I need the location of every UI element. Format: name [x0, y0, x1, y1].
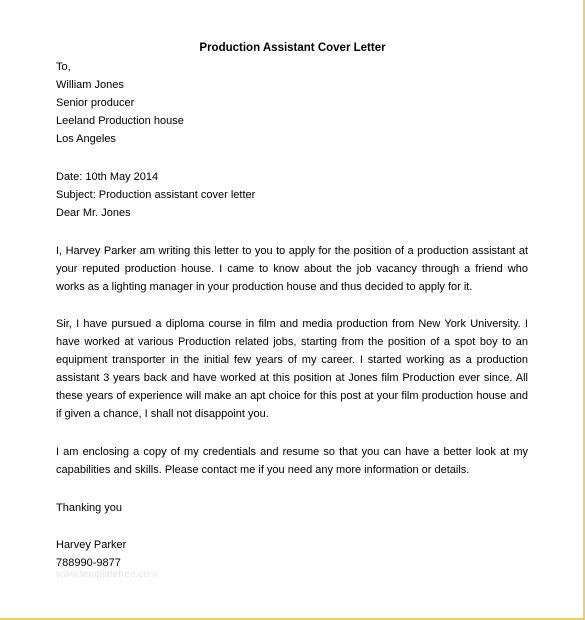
body-paragraph-3: I am enclosing a copy of my credentials and resume so that you can have a better look at my capabilities and skills. Please contact me if you need any more information or details. — [56, 446, 528, 476]
closing — [56, 499, 528, 517]
closing-text: Thanking you — [56, 502, 123, 514]
recipient-company: Leeland Production house — [56, 115, 184, 127]
recipient-name: William Jones — [56, 79, 124, 91]
watermark-text: www.templatefree.com — [56, 569, 158, 580]
recipient-block — [56, 58, 528, 148]
body-paragraph-1: I, Harvey Parker am writing this letter to you to apply for the position of a production assistant at your reputed production house. I came to know about the job vacancy through a friend who works as a lighting manager in your production house and thus decided to apply for it. — [56, 245, 528, 293]
letter-date: Date: 10th May 2014 — [56, 171, 159, 183]
header-meta — [56, 168, 528, 222]
letter-title: Production Assistant Cover Letter — [199, 42, 386, 54]
recipient-to: To, — [56, 61, 71, 73]
recipient-city: Los Angeles — [56, 133, 116, 145]
sender-phone: 788990-9877 — [56, 557, 121, 569]
recipient-position: Senior producer — [56, 97, 135, 109]
body-paragraph-2: Sir, I have pursued a diploma course in film and media production from New York University. I have worked at various Production related jobs, starting from the position of a spot boy to an equipment transporter in the initial few years of my career. I started working as a production assistant 3 years back and have worked at this position at Jones film Production ever since. All these years of experience will make an apt choice for this post at your film production house and if given a chance, I shall not disappoint you. — [56, 318, 528, 420]
letter-salutation: Dear Mr. Jones — [56, 207, 131, 219]
signature-block — [56, 536, 528, 572]
letter-subject: Subject: Production assistant cover letter — [56, 189, 256, 201]
sender-name: Harvey Parker — [56, 539, 127, 551]
